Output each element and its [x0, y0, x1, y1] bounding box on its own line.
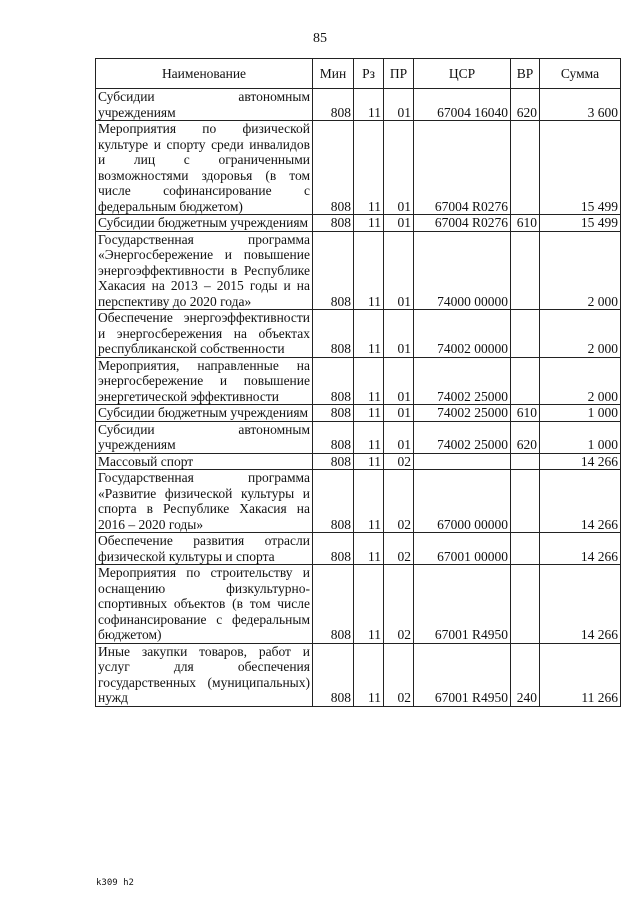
cell-rz: 11 — [354, 231, 384, 310]
cell-pr: 01 — [384, 310, 414, 358]
cell-name: Массовый спорт — [96, 453, 313, 470]
cell-min: 808 — [313, 643, 354, 706]
cell-min: 808 — [313, 565, 354, 644]
cell-vr — [511, 470, 540, 533]
cell-min: 808 — [313, 470, 354, 533]
cell-vr — [511, 310, 540, 358]
cell-csr: 74002 25000 — [414, 357, 511, 405]
table-row — [96, 533, 621, 565]
table-row — [96, 453, 621, 470]
cell-min: 808 — [313, 231, 354, 310]
cell-name: Иные закупки товаров, работ и услуг для обеспечения государственных (муниципальных) нужд — [96, 643, 313, 706]
header-sum: Сумма — [540, 59, 621, 89]
cell-csr: 74000 00000 — [414, 231, 511, 310]
cell-rz: 11 — [354, 565, 384, 644]
cell-pr: 01 — [384, 421, 414, 453]
cell-min: 808 — [313, 215, 354, 232]
cell-rz: 11 — [354, 470, 384, 533]
cell-csr: 67001 R4950 — [414, 565, 511, 644]
cell-pr: 01 — [384, 405, 414, 422]
cell-pr: 01 — [384, 89, 414, 121]
table-row — [96, 643, 621, 706]
cell-pr: 02 — [384, 643, 414, 706]
cell-sum: 2 000 — [540, 357, 621, 405]
cell-csr: 67001 R4950 — [414, 643, 511, 706]
cell-csr: 74002 00000 — [414, 310, 511, 358]
cell-min: 808 — [313, 405, 354, 422]
cell-sum: 1 000 — [540, 405, 621, 422]
cell-rz: 11 — [354, 421, 384, 453]
cell-sum: 14 266 — [540, 470, 621, 533]
header-vr: ВР — [511, 59, 540, 89]
cell-csr — [414, 453, 511, 470]
cell-name: Государственная программа «Энергосбережение и повышение энергоэффективности в Республике Хакасия на 2013 – 2015 годы и на перспективу до 2020 года» — [96, 231, 313, 310]
cell-name: Обеспечение развития отрасли физической культуры и спорта — [96, 533, 313, 565]
cell-min: 808 — [313, 357, 354, 405]
cell-sum: 2 000 — [540, 310, 621, 358]
header-min: Мин — [313, 59, 354, 89]
page-number: 85 — [313, 31, 327, 46]
cell-name: Субсидии автономным учреждениям — [96, 421, 313, 453]
table-row — [96, 421, 621, 453]
cell-min: 808 — [313, 453, 354, 470]
cell-rz: 11 — [354, 357, 384, 405]
cell-csr: 67000 00000 — [414, 470, 511, 533]
cell-pr: 02 — [384, 565, 414, 644]
table-row — [96, 565, 621, 644]
cell-pr: 02 — [384, 533, 414, 565]
cell-name: Субсидии бюджетным учреждениям — [96, 215, 313, 232]
cell-csr: 74002 25000 — [414, 421, 511, 453]
cell-pr: 01 — [384, 215, 414, 232]
cell-name: Субсидии бюджетным учреждениям — [96, 405, 313, 422]
table-row — [96, 470, 621, 533]
cell-vr — [511, 565, 540, 644]
cell-pr: 02 — [384, 470, 414, 533]
table-row — [96, 121, 621, 215]
cell-rz: 11 — [354, 643, 384, 706]
cell-min: 808 — [313, 121, 354, 215]
cell-rz: 11 — [354, 405, 384, 422]
cell-pr: 01 — [384, 357, 414, 405]
cell-csr: 67004 R0276 — [414, 215, 511, 232]
header-name: Наименование — [96, 59, 313, 89]
header-pr: ПР — [384, 59, 414, 89]
cell-name: Субсидии автономным учреждениям — [96, 89, 313, 121]
cell-min: 808 — [313, 533, 354, 565]
cell-sum: 14 266 — [540, 453, 621, 470]
cell-vr: 620 — [511, 89, 540, 121]
cell-name: Мероприятия по физической культуре и спорту среди инвалидов и лиц с ограниченными возможностями здоровья (в том числе софинансирование с федеральным бюджетом) — [96, 121, 313, 215]
cell-rz: 11 — [354, 215, 384, 232]
cell-sum: 14 266 — [540, 565, 621, 644]
cell-name: Обеспечение энергоэффективности и энергосбережения на объектах республиканской собственности — [96, 310, 313, 358]
cell-name: Мероприятия по строительству и оснащению физкультурно-спортивных объектов (в том числе софинансирование с федеральным бюджетом) — [96, 565, 313, 644]
cell-vr — [511, 231, 540, 310]
cell-name: Мероприятия, направленные на энергосбережение и повышение энергетической эффективности — [96, 357, 313, 405]
table-row — [96, 89, 621, 121]
header-csr: ЦСР — [414, 59, 511, 89]
cell-vr — [511, 357, 540, 405]
cell-rz: 11 — [354, 89, 384, 121]
budget-table — [95, 58, 621, 707]
cell-csr: 67004 R0276 — [414, 121, 511, 215]
cell-rz: 11 — [354, 121, 384, 215]
table-row — [96, 231, 621, 310]
cell-min: 808 — [313, 310, 354, 358]
table-row — [96, 357, 621, 405]
cell-sum: 15 499 — [540, 215, 621, 232]
cell-pr: 01 — [384, 121, 414, 215]
cell-name: Государственная программа «Развитие физической культуры и спорта в Республике Хакасия на 2016 – 2020 годы» — [96, 470, 313, 533]
header-rz: Рз — [354, 59, 384, 89]
cell-vr: 240 — [511, 643, 540, 706]
cell-vr — [511, 533, 540, 565]
cell-sum: 2 000 — [540, 231, 621, 310]
table-row — [96, 215, 621, 232]
cell-pr: 01 — [384, 231, 414, 310]
cell-vr: 610 — [511, 405, 540, 422]
cell-min: 808 — [313, 89, 354, 121]
cell-csr: 67004 16040 — [414, 89, 511, 121]
cell-sum: 11 266 — [540, 643, 621, 706]
cell-vr: 610 — [511, 215, 540, 232]
cell-sum: 14 266 — [540, 533, 621, 565]
table-row — [96, 405, 621, 422]
cell-rz: 11 — [354, 310, 384, 358]
cell-vr — [511, 121, 540, 215]
cell-vr: 620 — [511, 421, 540, 453]
footer-code: k309 h2 — [96, 878, 134, 888]
cell-sum: 15 499 — [540, 121, 621, 215]
cell-rz: 11 — [354, 453, 384, 470]
cell-csr: 67001 00000 — [414, 533, 511, 565]
table-header-row — [96, 59, 621, 89]
table-row — [96, 310, 621, 358]
cell-sum: 3 600 — [540, 89, 621, 121]
cell-vr — [511, 453, 540, 470]
table-body — [96, 89, 621, 707]
cell-sum: 1 000 — [540, 421, 621, 453]
cell-min: 808 — [313, 421, 354, 453]
cell-rz: 11 — [354, 533, 384, 565]
cell-csr: 74002 25000 — [414, 405, 511, 422]
cell-pr: 02 — [384, 453, 414, 470]
